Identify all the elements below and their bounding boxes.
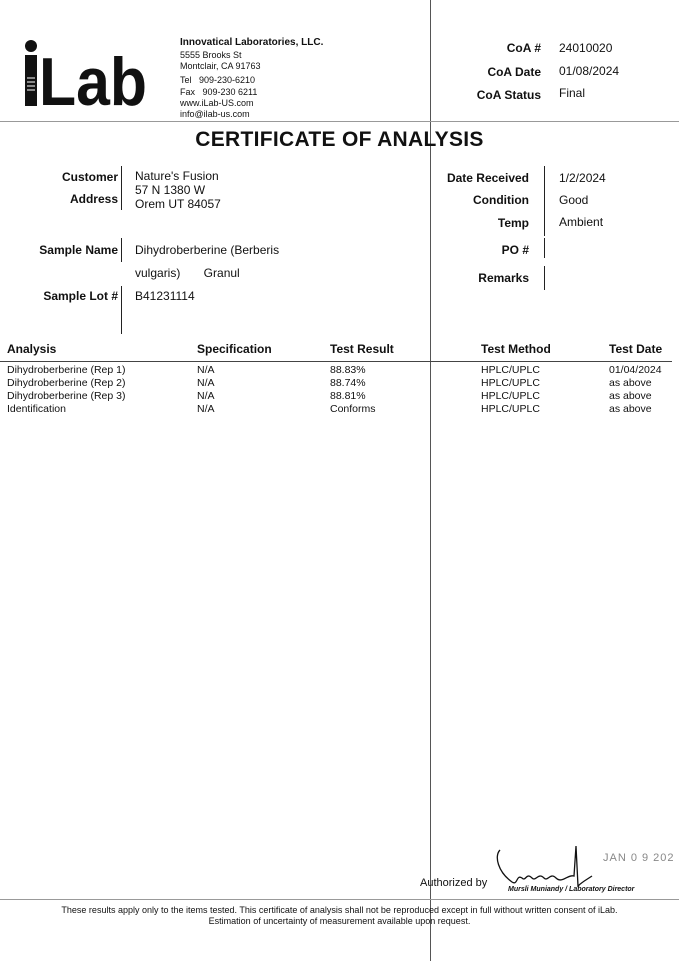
cell-analysis: Dihydroberberine (Rep 1) xyxy=(7,364,126,376)
cell-method: HPLC/UPLC xyxy=(481,403,540,415)
customer-bar xyxy=(121,166,122,210)
ilab-logo xyxy=(22,38,150,108)
remarks-label: Remarks xyxy=(478,271,529,285)
footer-divider xyxy=(0,899,679,900)
sample-name-line-2: vulgaris) Granul xyxy=(135,266,240,280)
table-row xyxy=(0,377,679,390)
col-test-date: Test Date xyxy=(609,342,663,356)
customer-label: Customer xyxy=(61,170,118,184)
lab-fax: Fax 909-230 6211 xyxy=(180,87,258,97)
col-test-method: Test Method xyxy=(481,342,551,356)
cell-method: HPLC/UPLC xyxy=(481,390,540,402)
lab-name: Innovatical Laboratories, LLC. xyxy=(180,37,324,48)
table-body xyxy=(0,364,679,416)
address-line-1: 57 N 1380 W xyxy=(135,183,206,197)
receipt-bar xyxy=(544,166,545,236)
cell-spec: N/A xyxy=(197,364,215,376)
temp: Ambient xyxy=(559,215,604,229)
signature-mark xyxy=(492,842,597,892)
coa-number-label: CoA # xyxy=(506,41,541,55)
temp-label: Temp xyxy=(497,216,529,230)
coa-status-label: CoA Status xyxy=(476,88,541,102)
po-label: PO # xyxy=(501,243,529,257)
footer-line-1: These results apply only to the items tested. This certificate of analysis shall not be reproduced except in full without written consent of iLab. xyxy=(61,905,618,915)
table-header-rule xyxy=(0,361,672,362)
lab-city: Montclair, CA 91763 xyxy=(180,61,261,71)
coa-number: 24010020 xyxy=(559,41,613,55)
sample-name-bar xyxy=(121,238,122,262)
condition: Good xyxy=(559,193,589,207)
sample-lot-label: Sample Lot # xyxy=(43,289,118,303)
customer-name: Nature's Fusion xyxy=(135,169,219,183)
cell-date: as above xyxy=(609,377,652,389)
cell-spec: N/A xyxy=(197,403,215,415)
sample-name-line-1: Dihydroberberine (Berberis xyxy=(135,243,280,257)
footer-line-2: Estimation of uncertainty of measurement available upon request. xyxy=(208,916,471,926)
col-specification: Specification xyxy=(197,342,272,356)
address-label: Address xyxy=(69,192,118,206)
date-received-label: Date Received xyxy=(446,171,529,185)
lab-tel: Tel 909-230-6210 xyxy=(180,75,256,85)
lab-website: www.iLab-US.com xyxy=(180,98,254,108)
lab-street: 5555 Brooks St xyxy=(180,50,242,60)
table-row xyxy=(0,403,679,416)
remarks-bar xyxy=(544,266,545,290)
date-received: 1/2/2024 xyxy=(559,171,606,185)
sample-lot: B41231114 xyxy=(135,289,195,303)
cell-date: as above xyxy=(609,390,652,402)
coa-status: Final xyxy=(559,86,586,100)
cell-method: HPLC/UPLC xyxy=(481,364,540,376)
sample-lot-bar xyxy=(121,286,122,334)
cell-analysis: Identification xyxy=(7,403,66,415)
cell-date: as above xyxy=(609,403,652,415)
col-analysis: Analysis xyxy=(7,342,57,356)
footer xyxy=(0,905,679,927)
signer-name: Mursli Muniandy / Laboratory Director xyxy=(508,886,635,893)
cell-analysis: Dihydroberberine (Rep 3) xyxy=(7,390,126,402)
table-row xyxy=(0,390,679,403)
cell-analysis: Dihydroberberine (Rep 2) xyxy=(7,377,126,389)
address-line-2: Orem UT 84057 xyxy=(135,197,221,211)
table-row xyxy=(0,364,679,377)
cell-result: 88.74% xyxy=(330,377,366,389)
po-bar xyxy=(544,238,545,258)
date-stamp: JAN 0 9 202 xyxy=(603,852,675,864)
document-title: CERTIFICATE OF ANALYSIS xyxy=(195,128,484,151)
svg-text:Lab: Lab xyxy=(39,44,147,108)
col-test-result: Test Result xyxy=(330,342,394,356)
lab-email: info@ilab-us.com xyxy=(180,109,250,119)
authorized-by-label: Authorized by xyxy=(420,877,488,889)
cell-date: 01/04/2024 xyxy=(609,364,662,376)
cell-result: 88.81% xyxy=(330,390,366,402)
coa-date-label: CoA Date xyxy=(487,65,541,79)
cell-method: HPLC/UPLC xyxy=(481,377,540,389)
coa-date: 01/08/2024 xyxy=(559,64,620,78)
header-divider xyxy=(0,121,679,122)
cell-result: Conforms xyxy=(330,403,376,415)
condition-label: Condition xyxy=(473,193,529,207)
cell-spec: N/A xyxy=(197,390,215,402)
cell-result: 88.83% xyxy=(330,364,366,376)
sample-name-label: Sample Name xyxy=(39,243,118,257)
cell-spec: N/A xyxy=(197,377,215,389)
